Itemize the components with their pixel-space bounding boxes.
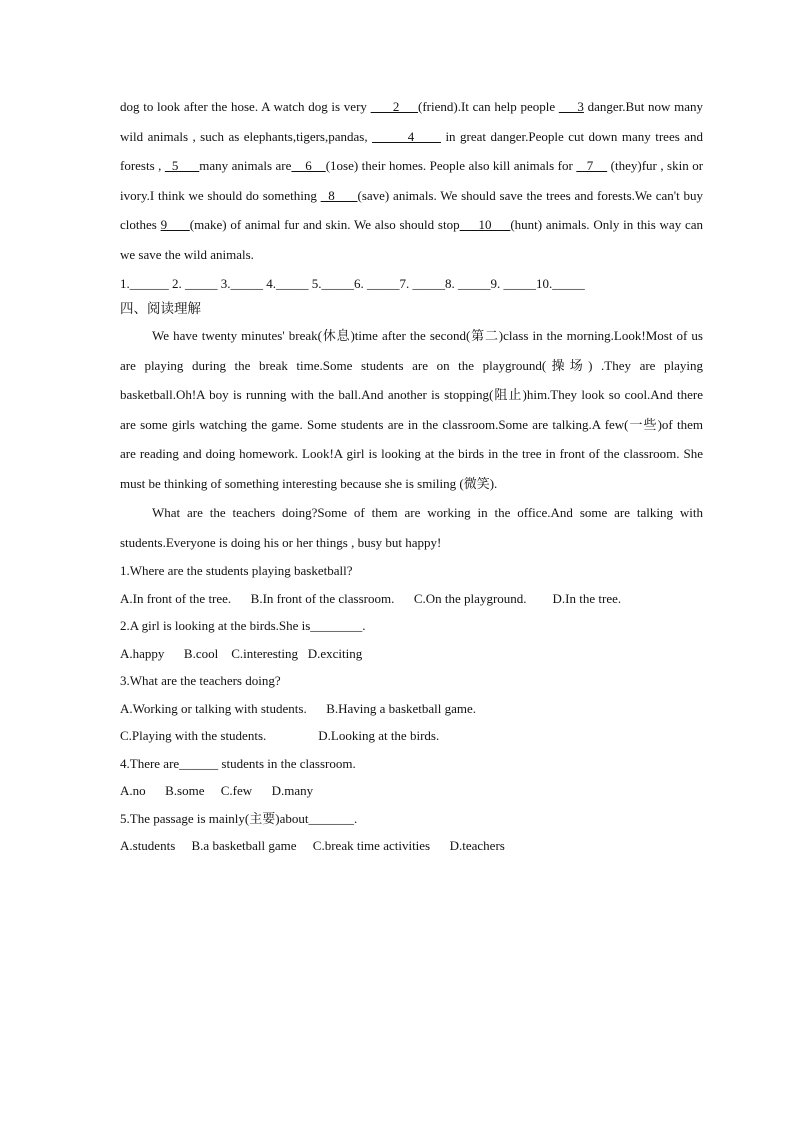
cloze-text: (hunt) animals. Only in this way can we save the wild animals.: [120, 217, 704, 262]
reading-paragraph-2: What are the teachers doing?Some of them are working in the office.And some are talking with students.Everyone is doing his or her things , busy but happy!: [120, 505, 703, 550]
question-list: [120, 557, 703, 860]
section-title: 四、阅读理解: [120, 301, 201, 317]
cloze-blank: 3: [558, 99, 584, 114]
reading-paragraph-1: We have twenty minutes' break(休息)time after the second(第二)class in the morning.Look!Most of us are playing during the break time.Some students are on the playground(操场) .They are playing basketball.Oh!A boy is running with the ball.And another is stopping(阻止)him.They look so cool.And there are some girls watching the game. Some students are in the classroom.Some are talking.A few(一些)of them are reading and doing homework. Look!A girl is looking at the birds in the tree in front of the classroom. She must be thinking of something interesting because she is smiling (微笑).: [120, 328, 703, 491]
cloze-blank: 7: [576, 158, 608, 173]
cloze-answer-line: 1.______ 2. _____ 3._____ 4._____ 5._____6. _____7. _____8. _____9. _____10._____: [120, 276, 585, 291]
cloze-text: (make) of animal fur and skin. We also should stop: [189, 217, 460, 232]
question-options: A.no B.some C.few D.many: [120, 783, 314, 798]
question-stem: 5.The passage is mainly(主要)about_______.: [120, 810, 358, 826]
question-options: A.In front of the tree. B.In front of the classroom. C.On the playground. D.In the tree.: [120, 590, 622, 606]
question-stem: 2.A girl is looking at the birds.She is________.: [120, 618, 366, 633]
question-stem: 3.What are the teachers doing?: [120, 673, 281, 688]
cloze-text: (friend).It can help people: [418, 99, 559, 114]
cloze-text: many animals are: [199, 158, 292, 173]
question-options: A.Working or talking with students. B.Having a basketball game.: [120, 700, 477, 716]
cloze-blank: 9: [160, 217, 190, 232]
cloze-text: danger.But now many wild animals , such as elephants,tigers,pandas,: [120, 99, 704, 144]
cloze-blank: 8: [320, 187, 358, 203]
cloze-text: (1ose) their homes. People also kill animals for: [325, 158, 577, 173]
cloze-text: in great danger.People cut down many trees and forests ,: [120, 128, 704, 173]
question-options: A.students B.a basketball game C.break time activities D.teachers: [120, 838, 505, 853]
question-options: A.happy B.cool C.interesting D.exciting: [120, 645, 363, 661]
question-options: C.Playing with the students. D.Looking at the birds.: [120, 728, 440, 743]
cloze-blank: 6: [291, 158, 326, 173]
cloze-blank: 4: [372, 128, 441, 144]
cloze-text: (save) animals. We should save the trees and forests.We can't buy clothes: [120, 187, 703, 232]
cloze-blank: 10: [459, 217, 511, 232]
question-stem: 4.There are______ students in the classroom.: [120, 755, 356, 771]
cloze-text: dog to look after the hose. A watch dog is very: [120, 99, 371, 114]
question-stem: 1.Where are the students playing basketball?: [120, 563, 353, 578]
cloze-text: (they)fur , skin or ivory.I think we should do something: [120, 158, 704, 203]
cloze-blank: 5: [164, 158, 200, 173]
worksheet-page: [120, 92, 703, 860]
cloze-passage: [120, 92, 703, 269]
cloze-blank: 2: [370, 99, 418, 114]
